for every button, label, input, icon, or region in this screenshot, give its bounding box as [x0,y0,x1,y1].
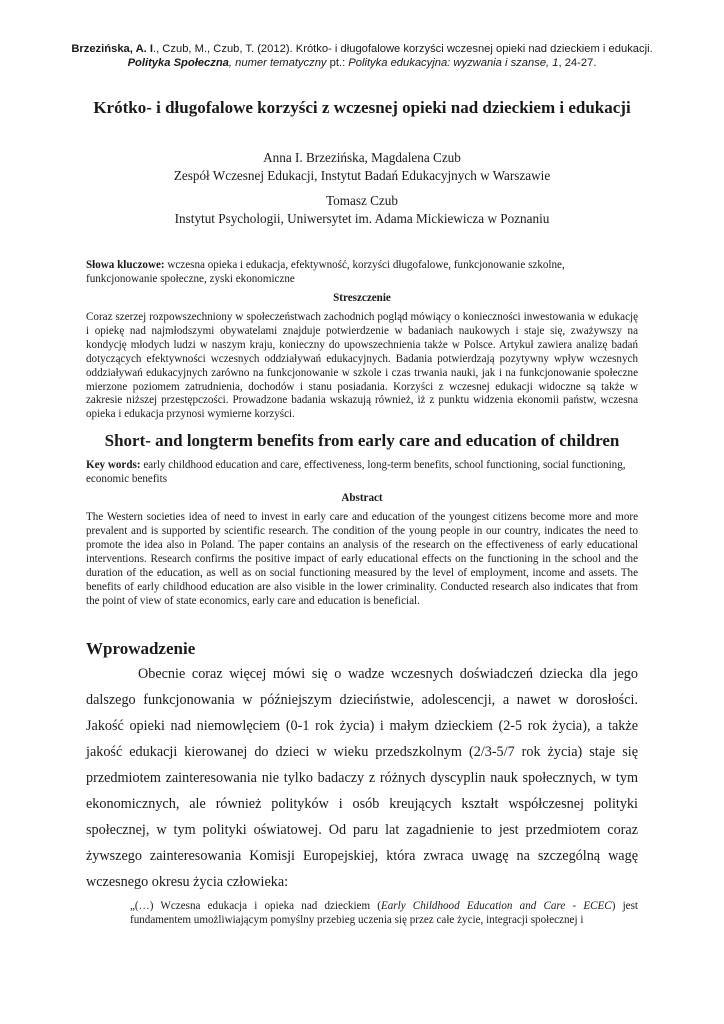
citation-line-1 [66,42,658,56]
polish-abstract: Coraz szerzej rozpowszechniony w społeczeństwach zachodnich pogląd mówiący o konieczności inwestowania w edukację i opiekę nad najmłodszymi obywatelami znajduje potwierdzenie w badaniach naukowych i staje się, zważywszy na kondycję młodych ludzi w naszym kraju, konieczny do upowszechnienia także w Polsce. Artykuł zawiera analizę badań dotyczących efektywności wczesnych oddziaływań edukacyjnych. Badania potwierdzają pozytywny wpływ wczesnych oddziaływań edukacyjnych zarówno na funkcjonowanie w szkole i czas trwania nauki, jak i na funkcjonowanie społeczne mierzone poziomem zatrudnienia, dochodów i stanu posiadania. Korzyści z wczesnej edukacji widoczne są także w zakresie niższej przestępczości. Prowadzone badania wskazują również, iż z punktu widzenia ekonomii państw, wczesna opieka i edukacja przynosi wymierne korzyści. [86,311,638,421]
citation-authors-rest: ., Czub, M., Czub, T. (2012). Krótko- i długofalowe korzyści wczesnej opieki nad dzieckiem i edukacji. [152,43,653,55]
english-keywords-label: Key words: [86,459,141,472]
polish-keywords-text: wczesna opieka i edukacja, efektywność, korzyści długofalowe, funkcjonowanie szkolne, funkcjonowanie społeczne, zyski ekonomiczne [86,259,565,285]
intro-paragraph-text: Obecnie coraz więcej mówi się o wadze wczesnych doświadczeń dziecka dla jego dalszego funkcjonowania w późniejszym dzieciństwie, adolescencji, a nawet w dorosłości. Jakość opieki nad niemowlęciem (0-1 rok życia) i małym dzieckiem (2-5 rok życia), a także jakość edukacji kierowanej do dzieci w wieku przedszkolnym (2/3-5/7 rok życia) staje się przedmiotem zainteresowania nie tylko badaczy z różnych dyscyplin nauk społecznych, w tym ekonomicznych, ale również polityków i osób kreujących kształt współczesnej polityki społecznej, w tym polityki oświatowej. Od paru lat zagadnienie to jest przedmiotem coraz żywszego zainteresowania Komisji Europejskiej, która zwraca uwagę na szczególną wagę wczesnego okresu życia człowieka: [86,665,638,890]
paper-title: Krótko- i długofalowe korzyści z wczesnej opieki nad dzieckiem i edukacji [93,98,631,117]
quote-rest: ) jest fundamentem umożliwiającym pomyślny przebieg uczenia się przez całe życie, integracji społecznej i [130,899,638,926]
quote-italic: Early Childhood Education and Care - ECEC [380,899,612,912]
author-affiliation-1: Zespół Wczesnej Edukacji, Instytut Badań Edukacyjnych w Warszawie [173,168,551,183]
polish-abstract-heading: Streszczenie [333,292,391,304]
citation-issue-plain: pt.: [326,57,349,69]
author-affiliation-2: Instytut Psychologii, Uniwersytet im. Adama Mickiewicza w Poznaniu [174,211,550,226]
polish-keywords-label: Słowa kluczowe: [86,259,165,271]
intro-heading: Wprowadzenie [86,638,196,658]
intro-paragraph [86,661,638,895]
author-block [86,149,638,228]
citation-header [66,0,658,70]
polish-keywords [86,258,638,286]
english-abstract: The Western societies idea of need to invest in early care and education of the youngest citizens become more and more prevalent and is supported by scientific research. The condition of the young people in our country, indicates the need to promote the idea also in Poland. The paper contains an analysis of the research on the effectiveness of early educational interventions. Research confirms the positive impact of early educational effects on the functioning in the school and the duration of the education, as well as on social functioning measured by the level of employment, income and assets. The benefits of early childhood education are also visible in the lower criminality. Conducted research also indicates that from the point of view of state economics, early care and education is beneficial. [86,511,638,607]
citation-journal: Polityka Społeczna [127,57,229,69]
citation-issue-title: Polityka edukacyjna: wyzwania i szanse, 1 [348,57,559,69]
english-title: Short- and longterm benefits from early care and education of children [104,431,620,451]
citation-issue: , numer tematyczny [228,57,327,69]
quote-start: „(…) Wczesna edukacja i opieka nad dzieckiem ( [130,899,381,912]
citation-line-2 [66,56,658,70]
intro-quote [130,899,638,927]
citation-first-author: Brzezińska, A. I [71,43,153,55]
citation-pages: , 24-27. [558,57,597,69]
author-names-1: Anna I. Brzezińska, Magdalena Czub [263,150,461,165]
english-keywords-text: early childhood education and care, effectiveness, long-term benefits, school functioning, social functioning, economic benefits [86,459,626,486]
author-names-2: Tomasz Czub [326,193,398,208]
english-keywords [86,458,638,486]
english-abstract-heading: Abstract [341,492,383,505]
